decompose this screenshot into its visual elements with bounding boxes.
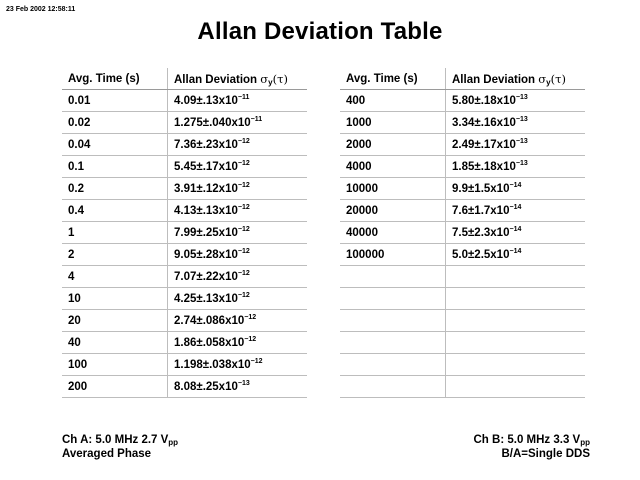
allan-deviation-cell [168,288,308,310]
allan-deviation-cell [168,156,308,178]
table-row [340,354,585,376]
table-row [62,376,307,398]
table-row [340,266,585,288]
deviation-exponent: −12 [237,159,250,167]
allan-deviation-cell [168,90,308,112]
table-row [340,90,585,112]
channel-a-mode: Averaged Phase [62,448,152,460]
table-row [62,222,307,244]
avg-time-cell: 40000 [340,222,446,244]
footer-channel-b [474,433,591,461]
deviation-mantissa: 4.09±.13x10 [174,94,238,107]
timestamp: 23 Feb 2002 12:58:11 [6,6,76,13]
allan-deviation-cell [446,376,586,398]
allan-deviation-cell [446,134,586,156]
footer-channel-a [62,433,178,461]
deviation-mantissa: 1.85±.18x10 [452,160,516,173]
allan-deviation-cell [168,178,308,200]
allan-deviation-cell [168,266,308,288]
allan-deviation-cell [168,376,308,398]
deviation-exponent: −14 [509,247,522,255]
deviation-mantissa: 2.74±.086x10 [174,314,245,327]
deviation-mantissa: 4.13±.13x10 [174,204,238,217]
channel-b-text: Ch B: 5.0 MHz 3.3 V [473,434,581,446]
deviation-exponent: −13 [515,93,528,101]
table-row [340,310,585,332]
deviation-mantissa: 7.07±.22x10 [174,270,238,283]
allan-deviation-cell [446,90,586,112]
table-row [62,90,307,112]
table-row [340,332,585,354]
avg-time-cell: 0.2 [62,178,168,200]
table-row [62,134,307,156]
allan-deviation-cell [446,112,586,134]
table-header-row [340,68,585,90]
channel-b-vpp-sub: pp [580,438,590,447]
deviation-exponent: −14 [509,181,522,189]
table-row [340,134,585,156]
deviation-exponent: −14 [509,203,522,211]
allan-deviation-cell [446,178,586,200]
allan-deviation-header [168,68,308,90]
table-row [340,112,585,134]
avg-time-cell: 1000 [340,112,446,134]
allan-deviation-cell [168,200,308,222]
allan-deviation-cell [446,200,586,222]
sigma-symbol: σ [260,71,269,86]
allan-deviation-cell [446,244,586,266]
deviation-mantissa: 2.49±.17x10 [452,138,516,151]
allan-deviation-cell [446,332,586,354]
avg-time-cell: 10 [62,288,168,310]
channel-a-text: Ch A: 5.0 MHz 2.7 V [62,434,169,446]
deviation-exponent: −12 [237,247,250,255]
deviation-mantissa: 7.6±1.7x10 [452,204,510,217]
allan-deviation-label: Allan Deviation [452,73,539,86]
tau-symbol: (τ) [272,71,288,86]
allan-deviation-cell [168,244,308,266]
allan-deviation-cell [168,112,308,134]
sigma-subscript: y [268,77,273,87]
allan-deviation-cell [446,222,586,244]
table-row [340,244,585,266]
sigma-subscript: y [546,77,551,87]
avg-time-cell: 0.01 [62,90,168,112]
deviation-mantissa: 7.5±2.3x10 [452,226,510,239]
allan-deviation-cell [168,354,308,376]
avg-time-cell: 4 [62,266,168,288]
avg-time-cell [340,354,446,376]
avg-time-cell: 0.4 [62,200,168,222]
deviation-mantissa: 5.0±2.5x10 [452,248,510,261]
avg-time-cell: 40 [62,332,168,354]
allan-deviation-cell [168,222,308,244]
deviation-exponent: −12 [237,137,250,145]
allan-table-right [340,68,585,398]
avg-time-header: Avg. Time (s) [340,68,446,90]
avg-time-header: Avg. Time (s) [62,68,168,90]
avg-time-cell [340,266,446,288]
channel-b-line [474,433,591,447]
avg-time-cell: 0.04 [62,134,168,156]
avg-time-cell [340,376,446,398]
avg-time-cell: 400 [340,90,446,112]
deviation-mantissa: 7.99±.25x10 [174,226,238,239]
table-row [340,178,585,200]
deviation-mantissa: 4.25±.13x10 [174,292,238,305]
allan-deviation-cell [168,310,308,332]
deviation-exponent: −12 [244,313,257,321]
table-row [340,376,585,398]
deviation-mantissa: 5.45±.17x10 [174,160,238,173]
sigma-symbol: σ [538,71,547,86]
avg-time-cell: 10000 [340,178,446,200]
table-row [62,310,307,332]
avg-time-cell: 0.02 [62,112,168,134]
deviation-mantissa: 5.80±.18x10 [452,94,516,107]
avg-time-cell: 20 [62,310,168,332]
deviation-mantissa: 7.36±.23x10 [174,138,238,151]
avg-time-cell: 0.1 [62,156,168,178]
avg-time-cell: 2000 [340,134,446,156]
avg-time-cell [340,310,446,332]
deviation-exponent: −13 [515,159,528,167]
table-row [62,112,307,134]
table-row [62,354,307,376]
allan-deviation-cell [446,354,586,376]
avg-time-cell [340,288,446,310]
channel-b-mode: B/A=Single DDS [501,448,590,460]
deviation-mantissa: 1.198±.038x10 [174,358,251,371]
deviation-exponent: −13 [237,379,250,387]
table-row [340,222,585,244]
deviation-exponent: −12 [244,335,257,343]
table-row [62,200,307,222]
table-row [62,288,307,310]
avg-time-cell: 2 [62,244,168,266]
avg-time-cell: 20000 [340,200,446,222]
avg-time-cell: 100000 [340,244,446,266]
deviation-mantissa: 3.34±.16x10 [452,116,516,129]
deviation-exponent: −11 [250,115,263,123]
allan-deviation-cell [446,156,586,178]
deviation-exponent: −12 [237,291,250,299]
table-row [62,244,307,266]
table-row [62,156,307,178]
table-row [340,200,585,222]
avg-time-cell: 200 [62,376,168,398]
allan-table-left [62,68,307,398]
table-row [340,288,585,310]
deviation-exponent: −13 [515,115,528,123]
table-header-row [62,68,307,90]
avg-time-cell [340,332,446,354]
deviation-mantissa: 3.91±.12x10 [174,182,238,195]
allan-deviation-cell [446,288,586,310]
deviation-exponent: −12 [237,225,250,233]
table-row [62,266,307,288]
allan-deviation-cell [446,310,586,332]
deviation-exponent: −12 [237,269,250,277]
deviation-exponent: −12 [237,181,250,189]
deviation-exponent: −11 [237,93,250,101]
avg-time-cell: 1 [62,222,168,244]
allan-deviation-label: Allan Deviation [174,73,261,86]
deviation-mantissa: 1.275±.040x10 [174,116,251,129]
tau-symbol: (τ) [550,71,566,86]
deviation-exponent: −13 [515,137,528,145]
allan-deviation-cell [446,266,586,288]
deviation-exponent: −14 [509,225,522,233]
channel-a-line [62,433,178,447]
allan-deviation-cell [168,134,308,156]
deviation-exponent: −12 [250,357,263,365]
deviation-mantissa: 8.08±.25x10 [174,380,238,393]
deviation-mantissa: 9.05±.28x10 [174,248,238,261]
allan-deviation-header [446,68,586,90]
table-row [340,156,585,178]
page-title: Allan Deviation Table [197,18,443,45]
table-row [62,178,307,200]
deviation-mantissa: 1.86±.058x10 [174,336,245,349]
table-row [62,332,307,354]
avg-time-cell: 4000 [340,156,446,178]
deviation-exponent: −12 [237,203,250,211]
channel-a-vpp-sub: pp [168,438,179,447]
allan-deviation-cell [168,332,308,354]
avg-time-cell: 100 [62,354,168,376]
deviation-mantissa: 9.9±1.5x10 [452,182,510,195]
